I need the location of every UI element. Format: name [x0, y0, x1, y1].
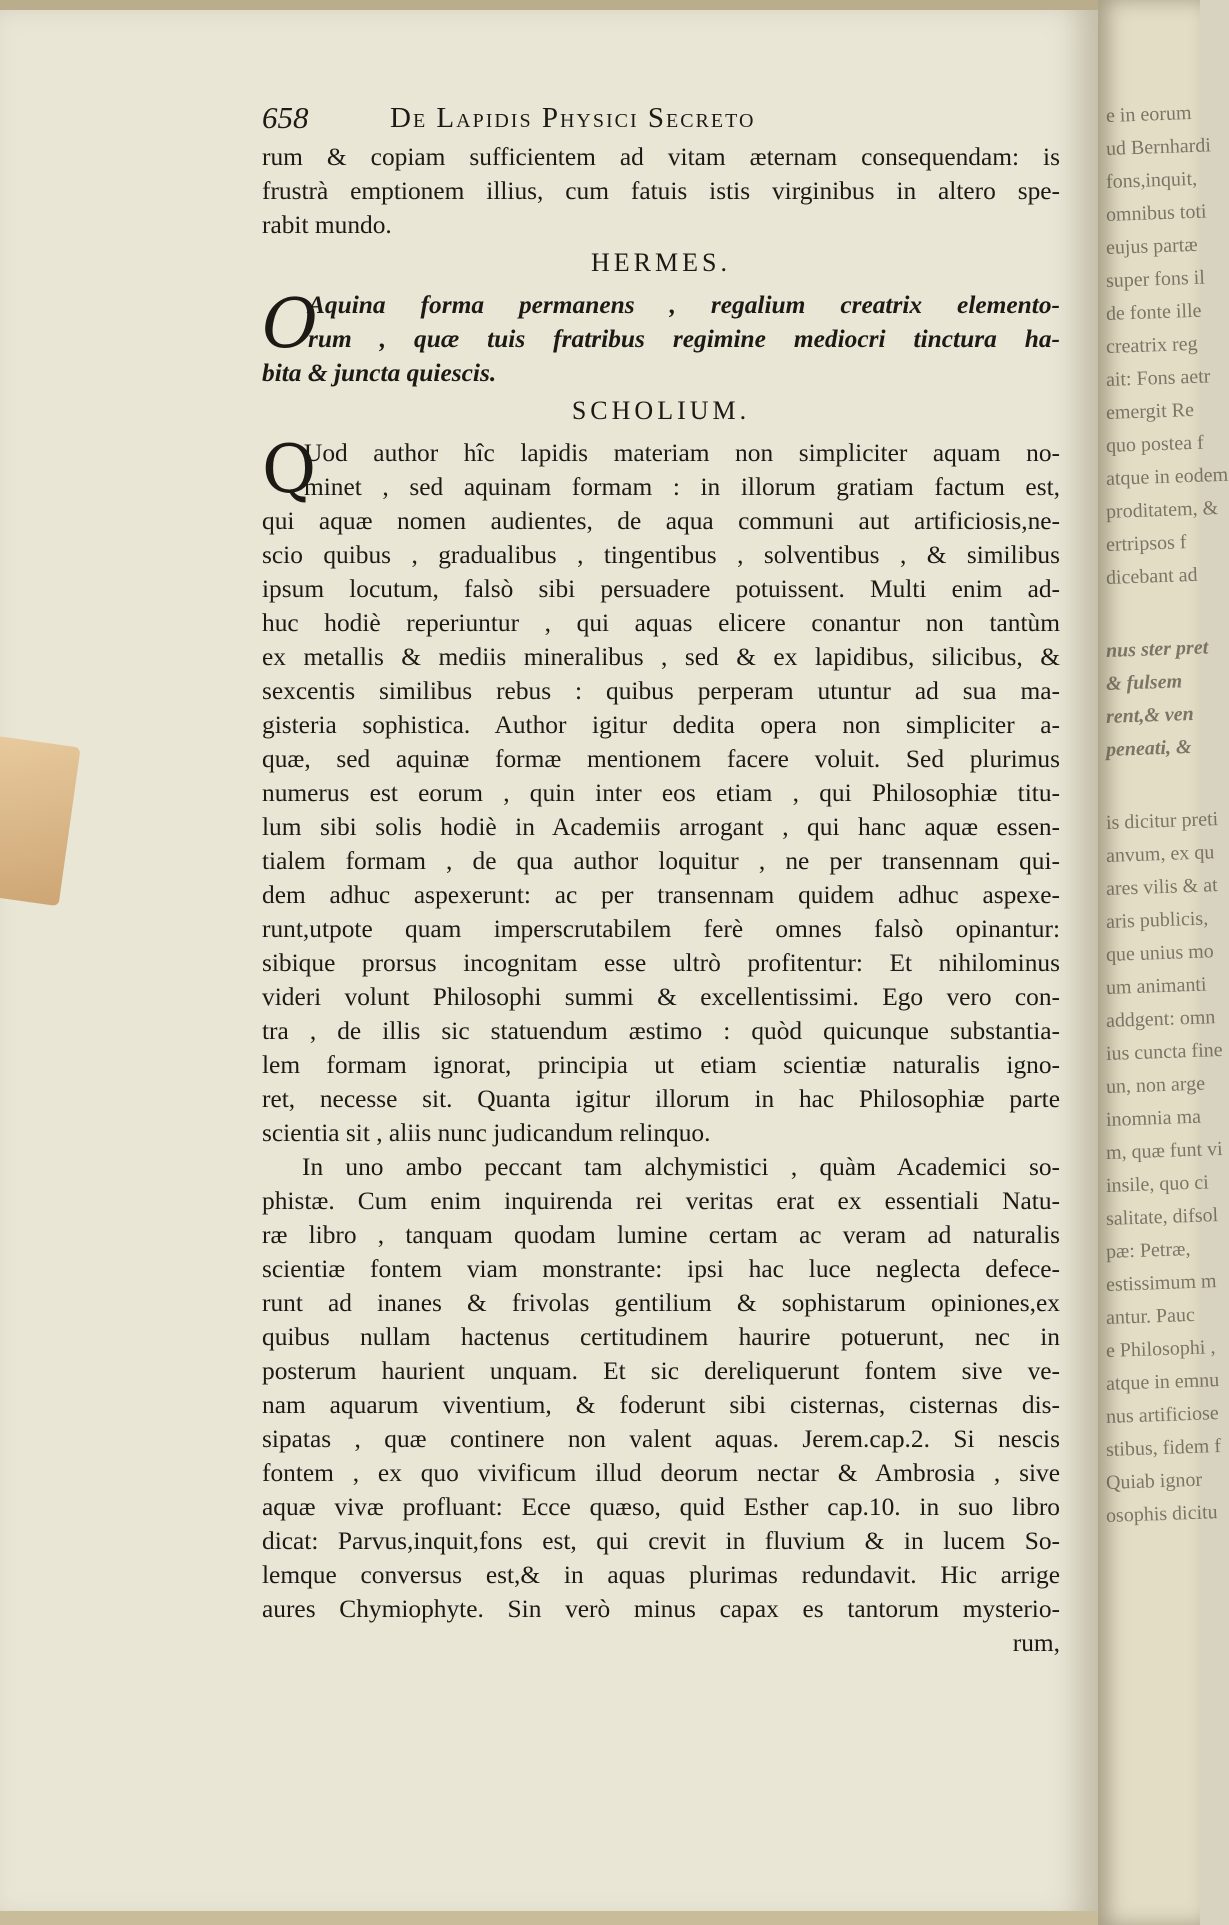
facing-fragment: atque in eodem	[1105, 463, 1229, 490]
text-line: videri volunt Philosophi summi & excellentissimi. Ego vero con-	[262, 983, 1060, 1011]
hermes-drop-initial: O	[262, 285, 318, 364]
facing-fragment: e Philosophi ,	[1105, 1336, 1216, 1362]
paper-tab	[0, 734, 81, 906]
text-line: ret, necesse sit. Quanta igitur illorum in hac Philosophiæ parte	[262, 1085, 1060, 1113]
text-line: quæ, sed aquinæ formæ mentionem facere voluit. Sed plurimus	[262, 745, 1060, 773]
facing-fragment: e in eorum	[1105, 102, 1192, 127]
bottom-edge-shadow	[0, 1911, 1098, 1925]
text-line: In uno ambo peccant tam alchymistici , quàm Academici so-	[302, 1153, 1060, 1181]
facing-fragment: nus ster pret	[1105, 636, 1209, 662]
scholium-paragraph	[262, 431, 1060, 1150]
page-content	[262, 100, 1060, 1660]
text-line: tialem formam , de qua author loquitur , ne per transennam qui-	[262, 847, 1060, 875]
facing-fragment: & fulsem	[1105, 670, 1183, 695]
text-line: lum sibi solis hodiè in Academiis arrogant , qui hanc aquæ essen-	[262, 813, 1060, 841]
text-line: gisteria sophistica. Author igitur dedita opera non simpliciter a-	[262, 711, 1060, 739]
facing-fragment: um animanti	[1105, 973, 1207, 999]
text-line: sexcentis similibus rebus : quibus perperam utuntur ad sua ma-	[262, 677, 1060, 705]
text-line: quibus nullam hactenus certitudinem haurire potuerunt, nec in	[262, 1323, 1060, 1351]
quote-line: rum , quæ tuis fratribus regimine mediocri tinctura ha-	[308, 325, 1060, 353]
text-line: rum & copiam sufficientem ad vitam æternam consequendam: is	[262, 143, 1060, 171]
text-line: nam aquarum viventium, & foderunt sibi cisternas, cisternas dis-	[262, 1391, 1060, 1419]
text-line: runt,utpote quam imperscrutabilem ferè omnes falsò opinantur:	[262, 915, 1060, 943]
facing-fragment: atque in emnu	[1105, 1369, 1220, 1395]
facing-page-edge	[1098, 0, 1229, 1925]
facing-fragment: inomnia ma	[1105, 1105, 1202, 1131]
facing-fragment: rent,& ven	[1105, 702, 1195, 728]
hermes-heading: HERMES.	[591, 248, 731, 277]
text-line: minet , sed aquinam formam : in illorum gratiam factum est,	[304, 473, 1060, 501]
text-line: rabit mundo.	[262, 211, 392, 239]
facing-fragment: emergit Re	[1105, 398, 1195, 424]
folio-number: 658	[262, 100, 309, 135]
quote-line: Aquina forma permanens , regalium creatrix elemento-	[308, 291, 1060, 319]
facing-fragment: peneati, &	[1105, 736, 1192, 761]
text-line: Uod author hîc lapidis materiam non simpliciter aquam no-	[304, 439, 1060, 467]
facing-fragment: eujus partæ	[1105, 233, 1198, 259]
quote-line: bita & juncta quiescis.	[262, 359, 497, 387]
facing-fragment: quo postea f	[1105, 431, 1205, 457]
text-line: ræ libro , tanquam quodam lumine certam ac veram ad naturalis	[262, 1221, 1060, 1249]
hermes-quote	[262, 285, 1060, 390]
text-line: lem formam ignorat, principia ut etiam scientiæ naturalis igno-	[262, 1051, 1060, 1079]
scholium-drop-initial: Q	[262, 431, 317, 508]
facing-fragment: Quiab ignor	[1105, 1468, 1203, 1494]
facing-fragment: creatrix reg	[1105, 332, 1198, 358]
text-line: dem adhuc aspexerunt: ac per transennam quidem adhuc aspexe-	[262, 881, 1060, 909]
text-line: phistæ. Cum enim inquirenda rei veritas erat ex essentiali Natu-	[262, 1187, 1060, 1215]
facing-fragment: salitate, difsol	[1105, 1204, 1219, 1230]
text-line: tra , de illis sic statuendum æstimo : quòd quicunque substantia-	[262, 1017, 1060, 1045]
facing-fragment: de fonte ille	[1105, 299, 1202, 325]
facing-fragment: ud Bernhardi	[1105, 134, 1212, 160]
facing-fragment: omnibus toti	[1105, 200, 1207, 226]
facing-fragment: ait: Fons aetr	[1105, 365, 1211, 391]
facing-fragment: super fons il	[1105, 266, 1206, 292]
top-edge-shadow	[0, 0, 1098, 10]
text-line: numerus est eorum , quin inter eos etiam , qui Philosophiæ titu-	[262, 779, 1060, 807]
text-line: ipsum locutum, falsò sibi persuadere potuissent. Multi enim ad-	[262, 575, 1060, 603]
facing-fragment: m, quæ funt vi	[1105, 1137, 1223, 1164]
facing-fragment: proditatem, &	[1105, 497, 1219, 523]
facing-fragment: is dicitur preti	[1105, 808, 1219, 834]
text-line: sipatas , quæ continere non valent aquas. Jerem.cap.2. Si nescis	[262, 1425, 1060, 1453]
facing-fragment: un, non arge	[1105, 1072, 1206, 1098]
text-line: qui aquæ nomen audientes, de aqua communi aut artificiosis,ne-	[262, 507, 1060, 535]
facing-fragment: ares vilis & at	[1105, 874, 1218, 900]
facing-fragment: pæ: Petræ,	[1105, 1238, 1191, 1263]
text-line: aures Chymiophyte. Sin verò minus capax es tantorum mysterio-	[262, 1595, 1060, 1623]
text-line: scientiæ fontem viam monstrante: ipsi hac luce neglecta defece-	[262, 1255, 1060, 1283]
facing-fragment: ertripsos f	[1105, 531, 1187, 556]
text-line: scio quibus , gradualibus , tingentibus , solventibus , & similibus	[262, 541, 1060, 569]
text-line: posterum haurient unquam. Et sic dereliquerunt fontem sive ve-	[262, 1357, 1060, 1385]
facing-fragment: stibus, fidem f	[1105, 1434, 1222, 1461]
text-line: aquæ vivæ profluant: Ecce quæso, quid Esther cap.10. in suo libro	[262, 1493, 1060, 1521]
facing-fragment: insile, quo ci	[1105, 1171, 1210, 1197]
facing-fragment: ius cuncta fine	[1105, 1038, 1223, 1065]
facing-fragment: anvum, ex qu	[1105, 841, 1215, 867]
text-line: scientia sit , aliis nunc judicandum relinquo.	[262, 1119, 711, 1147]
text-line: runt ad inanes & frivolas gentilium & sophistarum opiniones,ex	[262, 1289, 1060, 1317]
facing-fragment: antur. Pauc	[1105, 1303, 1196, 1329]
facing-fragment: que unius mo	[1105, 940, 1215, 966]
text-line: huc hodiè reperiuntur , qui aquas elicere conantur non tantùm	[262, 609, 1060, 637]
text-line: frustrà emptionem illius, cum fatuis istis virginibus in altero spe-	[262, 177, 1060, 205]
opening-paragraph	[262, 140, 1060, 242]
facing-fragment: fons,inquit,	[1105, 167, 1198, 193]
facing-fragment: nus artificiose	[1105, 1402, 1220, 1428]
facing-fragment: aris publicis,	[1105, 907, 1209, 933]
text-line: ex metallis & mediis mineralibus , sed & ex lapidibus, silicibus, &	[262, 643, 1060, 671]
catchword-line	[262, 1626, 1060, 1660]
text-line: sibique prorsus incognitam esse ultrò profitentur: Et nihilominus	[262, 949, 1060, 977]
catchword: rum,	[1012, 1629, 1060, 1657]
second-paragraph	[262, 1150, 1060, 1626]
running-head	[262, 100, 1060, 140]
scholium-heading: SCHOLIUM.	[571, 396, 751, 425]
running-title: De Lapidis Physici Secreto	[390, 102, 756, 134]
facing-fragment: addgent: omn	[1105, 1006, 1216, 1032]
text-line: lemque conversus est,& in aquas plurimas redundavit. Hic arrige	[262, 1561, 1060, 1589]
facing-fragment: dicebant ad	[1105, 563, 1198, 589]
facing-fragment: estissimum m	[1105, 1270, 1217, 1296]
text-line: dicat: Parvus,inquit,fons est, qui crevit in fluvium & in lucem So-	[262, 1527, 1060, 1555]
facing-fragment: osophis dicitu	[1105, 1501, 1218, 1527]
text-line: fontem , ex quo vivificum illud deorum nectar & Ambrosia , sive	[262, 1459, 1060, 1487]
